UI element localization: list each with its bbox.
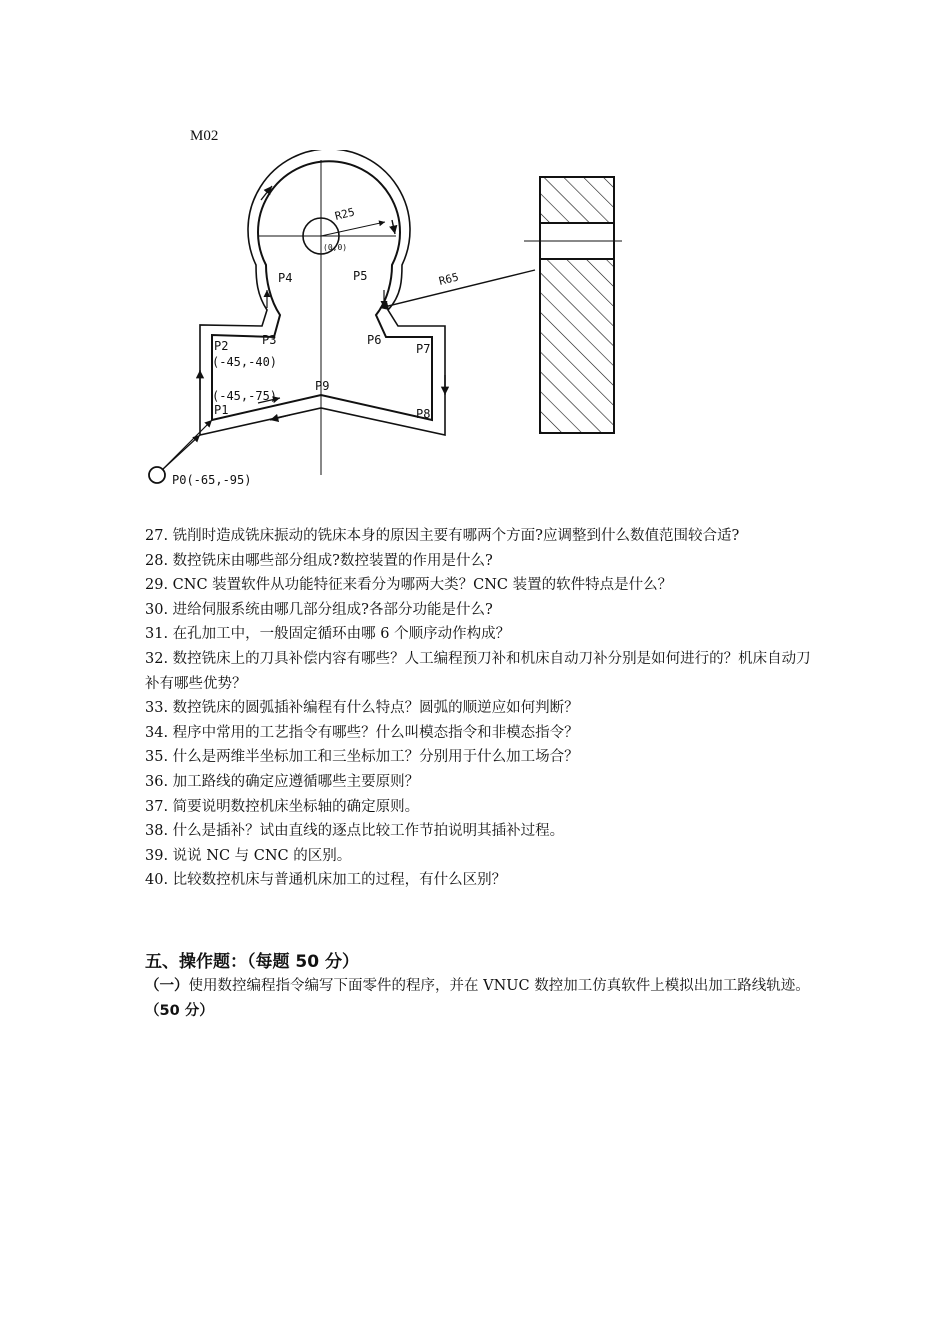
question-35: 35. 什么是两维半坐标加工和三坐标加工？分别用于什么加工场合？ [145, 749, 579, 766]
question-37: 37. 简要说明数控机床坐标轴的确定原则。 [145, 798, 420, 815]
question-30: 30. 进给伺服系统由哪几部分组成?各部分功能是什么? [145, 601, 493, 618]
question-31: 31. 在孔加工中，一般固定循环由哪 6 个顺序动作构成？ [145, 626, 511, 643]
path-arrow-arc-right [392, 220, 395, 234]
section-title: 五、操作题：（每题 50 分） [145, 952, 359, 972]
label-p7: P7 [416, 342, 431, 356]
section-bottom [540, 259, 614, 433]
label-p2-coord: (-45,-40) [212, 355, 278, 369]
label-p3: P3 [262, 333, 277, 347]
task-score: （50 分） [145, 1003, 214, 1019]
question-33: 33. 数控铣床的圆弧插补编程有什么特点？圆弧的顺逆应如何判断？ [145, 700, 579, 717]
label-p2: P2 [214, 339, 229, 353]
label-p1-coord: (-45,-75) [212, 389, 278, 403]
question-27: 27. 铣削时造成铣床振动的铣床本身的原因主要有哪两个方面?应调整到什么数值范围较合适? [145, 528, 740, 544]
section-top [540, 177, 614, 223]
question-34: 34. 程序中常用的工艺指令有哪些？什么叫模态指令和非模态指令？ [145, 724, 579, 741]
question-38: 38. 什么是插补？试由直线的逐点比较工作节拍说明其插补过程。 [145, 823, 565, 840]
task-paragraph [145, 974, 815, 1024]
part-drawing [140, 150, 640, 500]
r25-leader [321, 222, 385, 236]
question-36: 36. 加工路线的确定应遵循哪些主要原则？ [145, 773, 420, 790]
label-p1: P1 [214, 403, 229, 417]
label-p9: P9 [315, 379, 330, 393]
question-28: 28. 数控铣床由哪些部分组成?数控装置的作用是什么? [145, 552, 493, 569]
origin-label: (0,0) [323, 243, 348, 252]
label-p5: P5 [353, 269, 368, 283]
question-40: 40. 比较数控机床与普通机床加工的过程，有什么区别？ [145, 872, 507, 889]
r65-label: R65 [437, 270, 461, 288]
label-p6: P6 [367, 333, 382, 347]
question-list [145, 524, 815, 893]
question-29: 29. CNC 装置软件从功能特征来看分为哪两大类？CNC 装置的软件特点是什么？ [145, 577, 673, 594]
label-p8: P8 [416, 407, 431, 421]
label-p4: P4 [278, 271, 293, 285]
label-p0: P0(-65,-95) [172, 473, 252, 487]
task-text: 使用数控编程指令编写下面零件的程序，并在 VNUC 数控加工仿真软件上模拟出加工路线轨迹。 [188, 978, 810, 994]
r25-label: R25 [333, 205, 357, 223]
path-arrow-bottom [270, 415, 290, 420]
approach-line-2 [162, 420, 212, 470]
figure-label-m02: M02 [190, 128, 219, 144]
question-39: 39. 说说 NC 与 CNC 的区别。 [145, 847, 352, 864]
task-prefix: （一） [145, 978, 189, 994]
question-32: 32. 数控铣床上的刀具补偿内容有哪些？人工编程预刀补和机床自动刀补分别是如何进行的？机床自动刀补有哪些优势？ [145, 650, 811, 692]
